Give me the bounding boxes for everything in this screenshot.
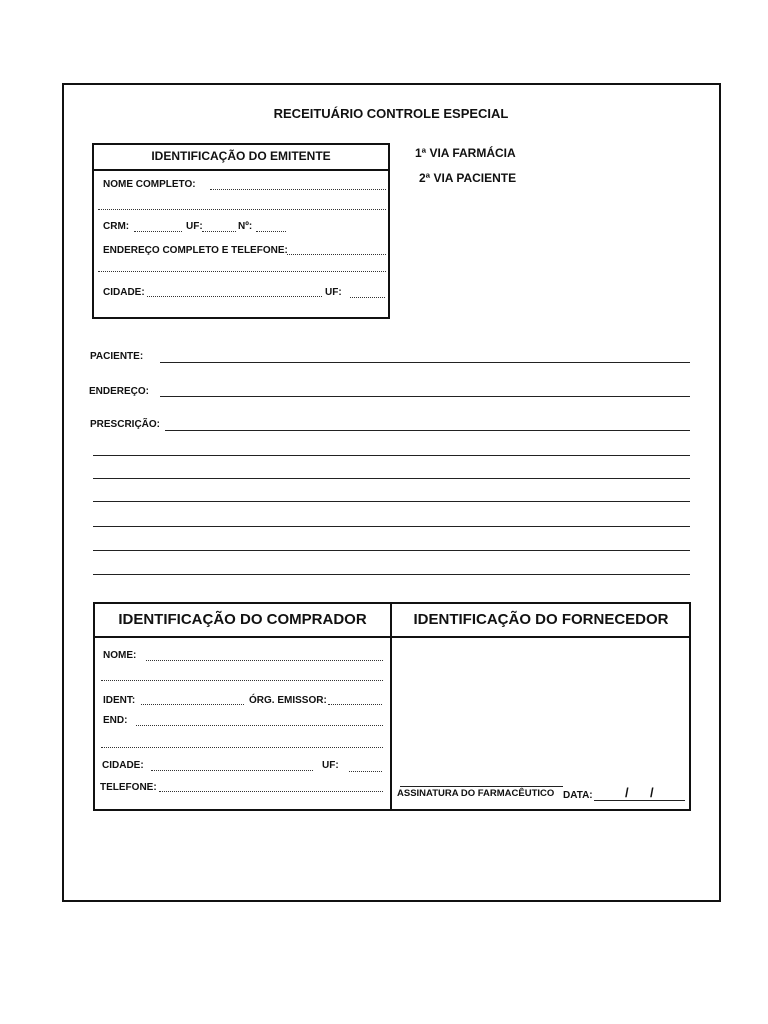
fornecedor-header: IDENTIFICAÇÃO DO FORNECEDOR xyxy=(413,611,669,628)
emitente-cidade-field[interactable] xyxy=(147,296,322,297)
comprador-uf-field[interactable] xyxy=(349,771,382,772)
emitente-header: IDENTIFICAÇÃO DO EMITENTE xyxy=(151,149,331,163)
prescricao-line[interactable] xyxy=(165,430,690,431)
via-paciente: 2ª VIA PACIENTE xyxy=(419,171,517,185)
comprador-ident-field[interactable] xyxy=(141,704,244,705)
prescricao-line[interactable] xyxy=(93,574,690,575)
data-separator: / xyxy=(650,785,654,800)
data-label: DATA: xyxy=(563,790,593,801)
comprador-nome-field[interactable] xyxy=(146,660,383,661)
comprador-header: IDENTIFICAÇÃO DO COMPRADOR xyxy=(118,611,367,628)
comprador-orgao-label: ÓRG. EMISSOR: xyxy=(249,695,327,706)
form-title: RECEITUÁRIO CONTROLE ESPECIAL xyxy=(273,106,509,121)
comprador-fornecedor-divider xyxy=(390,602,392,811)
emitente-nome-field-cont[interactable] xyxy=(98,209,386,210)
comprador-uf-label: UF: xyxy=(322,760,339,771)
emitente-uf-field[interactable] xyxy=(202,231,236,232)
emitente-cidade-uf-label: UF: xyxy=(325,287,342,298)
comprador-nome-label: NOME: xyxy=(103,650,137,661)
prescricao-line[interactable] xyxy=(93,550,690,551)
emitente-endereco-label: ENDEREÇO COMPLETO E TELEFONE: xyxy=(103,245,288,256)
emitente-uf-label: UF: xyxy=(186,221,203,232)
prescricao-line[interactable] xyxy=(93,526,690,527)
emitente-nome-field[interactable] xyxy=(210,189,386,190)
prescricao-label: PRESCRIÇÃO: xyxy=(90,419,161,430)
comprador-end-label: END: xyxy=(103,715,128,726)
comprador-nome-field-cont[interactable] xyxy=(101,680,383,681)
endereco-label: ENDEREÇO: xyxy=(89,386,150,397)
comprador-ident-label: IDENT: xyxy=(103,695,136,706)
comprador-cidade-label: CIDADE: xyxy=(102,760,144,771)
comprador-orgao-field[interactable] xyxy=(328,704,382,705)
paciente-field[interactable] xyxy=(160,362,690,363)
emitente-nome-label: NOME COMPLETO: xyxy=(103,179,196,190)
prescricao-line[interactable] xyxy=(93,478,690,479)
emitente-numero-field[interactable] xyxy=(256,231,286,232)
emitente-crm-label: CRM: xyxy=(103,221,130,232)
assinatura-label: ASSINATURA DO FARMACÊUTICO xyxy=(397,788,555,799)
prescricao-line[interactable] xyxy=(93,455,690,456)
comprador-fornecedor-box xyxy=(93,602,691,811)
data-field[interactable] xyxy=(594,800,685,801)
prescricao-line[interactable] xyxy=(93,501,690,502)
comprador-end-field[interactable] xyxy=(136,725,383,726)
comprador-cidade-field[interactable] xyxy=(151,770,313,771)
comprador-telefone-field[interactable] xyxy=(159,791,383,792)
via-farmacia: 1ª VIA FARMÁCIA xyxy=(415,146,516,160)
paciente-label: PACIENTE: xyxy=(90,351,144,362)
emitente-cidade-uf-field[interactable] xyxy=(350,297,385,298)
emitente-endereco-field-cont[interactable] xyxy=(98,271,386,272)
endereco-field[interactable] xyxy=(160,396,690,397)
assinatura-line[interactable] xyxy=(400,786,563,787)
emitente-crm-field[interactable] xyxy=(134,231,182,232)
comprador-fornecedor-header-divider xyxy=(93,636,691,638)
emitente-cidade-label: CIDADE: xyxy=(103,287,145,298)
emitente-header-divider xyxy=(92,169,390,171)
comprador-end-field-cont[interactable] xyxy=(101,747,383,748)
emitente-endereco-field[interactable] xyxy=(287,254,386,255)
data-separator: / xyxy=(625,785,629,800)
comprador-telefone-label: TELEFONE: xyxy=(100,782,157,793)
emitente-numero-label: Nº: xyxy=(238,221,253,232)
